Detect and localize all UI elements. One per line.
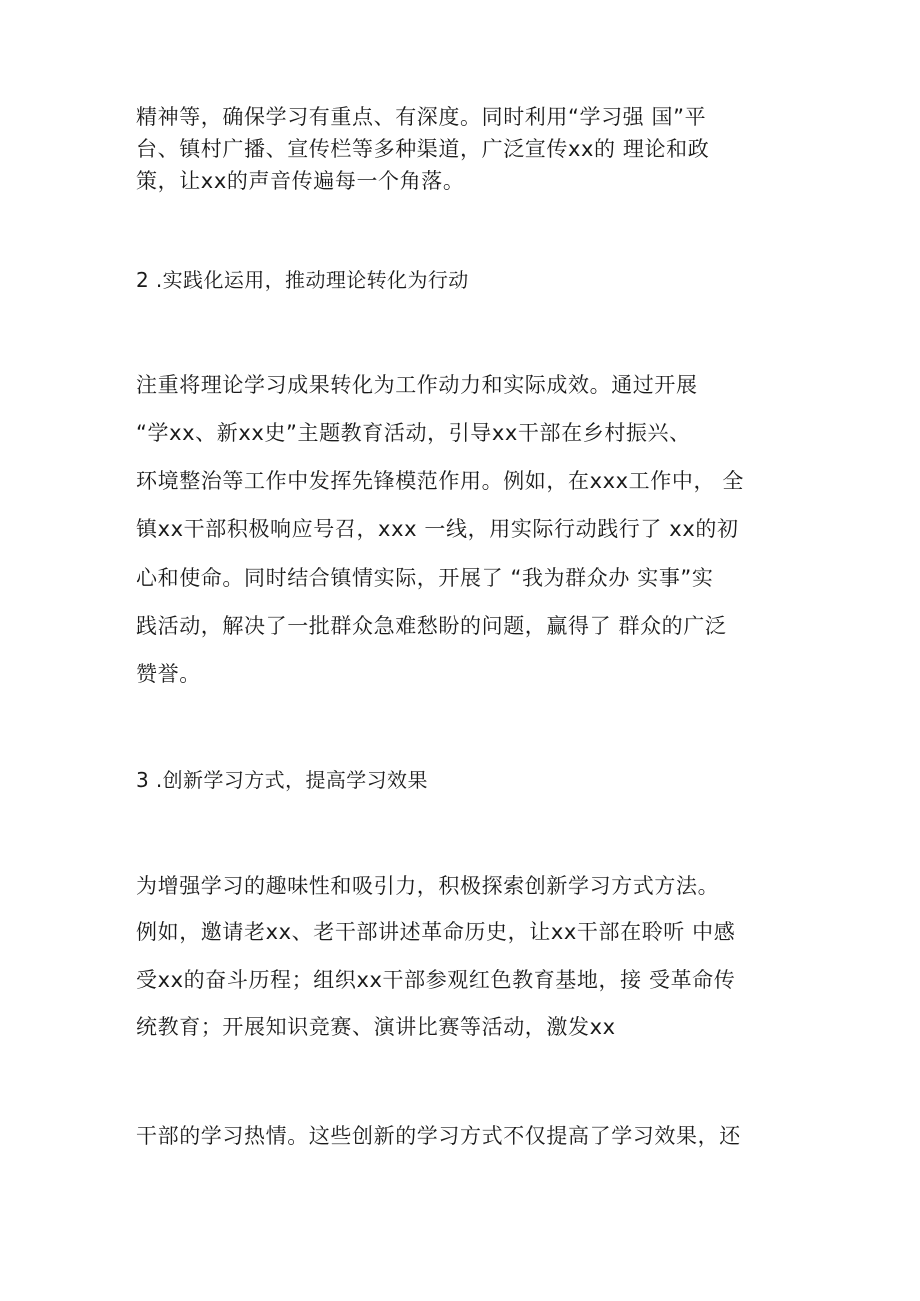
text-line: “学xx、新xx史”主题教育活动，引导xx干部在乡村振兴、 (136, 421, 691, 445)
text-line: 环境整治等工作中发挥先锋模范作用。例如，在xxx工作中， 全 (136, 469, 744, 493)
text-line: 为增强学习的趣味性和吸引力，积极探索创新学习方式方法。 (136, 874, 720, 898)
text-line: 统教育；开展知识竞赛、演讲比赛等活动，激发xx (136, 1015, 616, 1039)
text-line: 镇xx干部积极响应号召，xxx 一线，用实际行动践行了 xx的初 (136, 517, 739, 541)
text-line: 注重将理论学习成果转化为工作动力和实际成效。通过开展 (136, 373, 698, 397)
section-heading-2: 2 .实践化运用，推动理论转化为行动 (136, 268, 469, 292)
text-line: 心和使命。同时结合镇情实际，开展了 “我为群众办 实事”实 (136, 566, 714, 590)
text-line: 台、镇村广播、宣传栏等多种渠道，广泛宣传xx的 理论和政 (136, 137, 710, 161)
text-line: 赞誉。 (136, 662, 201, 686)
text-line: 精神等，确保学习有重点、有深度。同时利用“学习强 国”平 (136, 105, 707, 129)
text-line: 受xx的奋斗历程；组织xx干部参观红色教育基地，接 受革命传 (136, 968, 736, 992)
text-line: 例如，邀请老xx、老干部讲述革命历史，让xx干部在聆听 中感 (136, 920, 736, 944)
text-line: 践活动，解决了一批群众急难愁盼的问题，赢得了 群众的广泛 (136, 614, 727, 638)
section-heading-3: 3 .创新学习方式，提高学习效果 (136, 768, 428, 792)
text-line: 策，让xx的声音传遍每一个角落。 (136, 169, 465, 193)
text-line: 干部的学习热情。这些创新的学习方式不仅提高了学习效果，还 (136, 1124, 741, 1148)
